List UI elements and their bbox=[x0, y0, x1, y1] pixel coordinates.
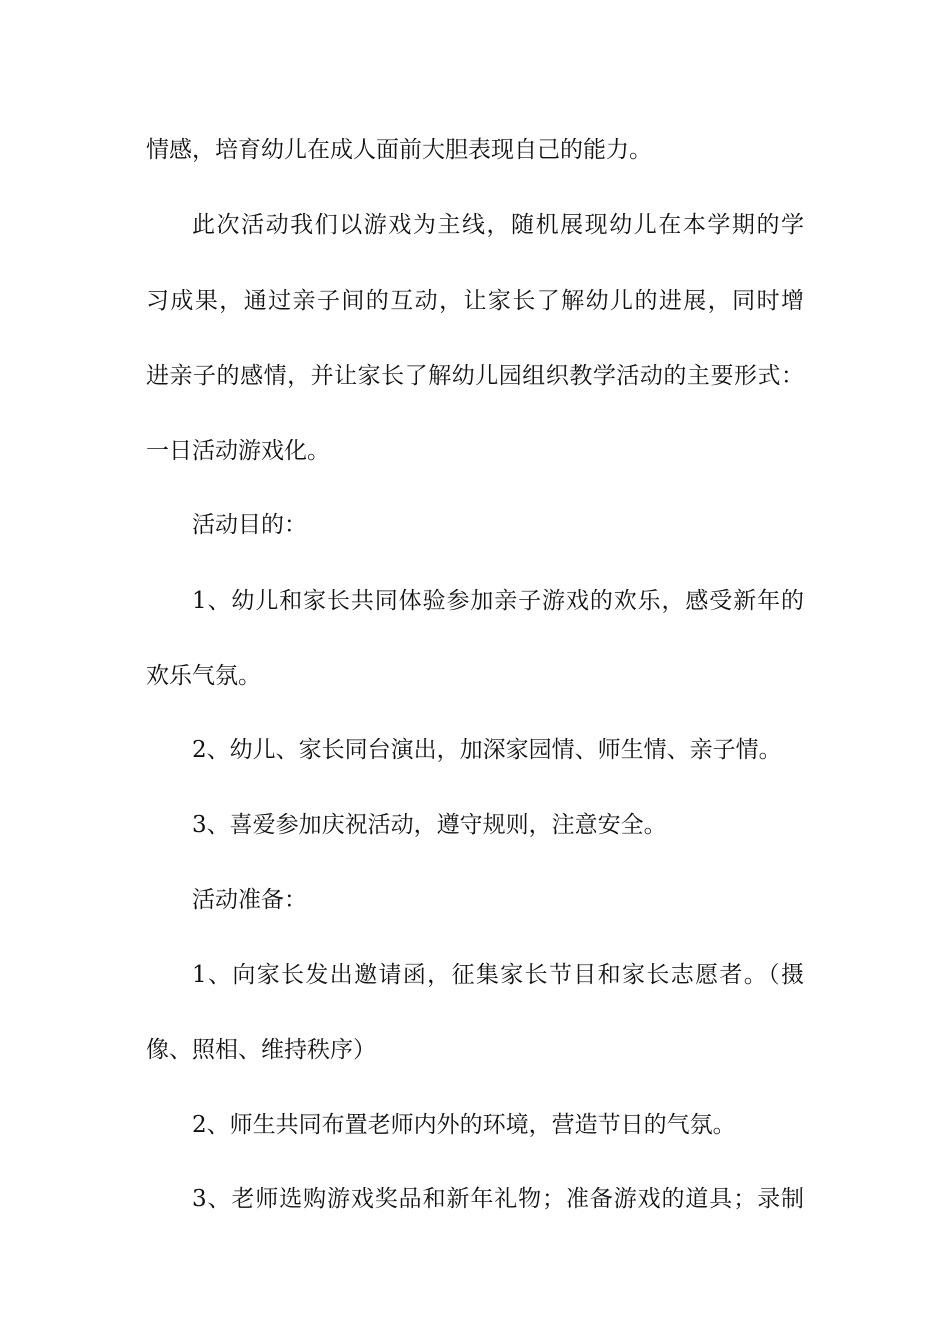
list-item: 3、老师选购游戏奖品和新年礼物；准备游戏的道具；录制 bbox=[192, 1186, 804, 1212]
list-item-continuation: 像、照相、维持秩序） bbox=[146, 1037, 376, 1063]
paragraph-line: 情感，培育幼儿在成人面前大胆表现自己的能力。 bbox=[146, 137, 652, 163]
paragraph-line: 此次活动我们以游戏为主线，随机展现幼儿在本学期的学 bbox=[192, 212, 804, 238]
paragraph-line: 进亲子的感情，并让家长了解幼儿园组织教学活动的主要形式： bbox=[146, 363, 804, 389]
list-item: 1、幼儿和家长共同体验参加亲子游戏的欢乐，感受新年的 bbox=[192, 588, 804, 614]
list-item: 1、向家长发出邀请函，征集家长节目和家长志愿者。（摄 bbox=[192, 962, 804, 988]
paragraph-line: 一日活动游戏化。 bbox=[146, 438, 330, 464]
list-item: 2、师生共同布置老师内外的环境，营造节日的气氛。 bbox=[192, 1112, 736, 1138]
list-item: 2、幼儿、家长同台演出，加深家园情、师生情、亲子情。 bbox=[192, 737, 782, 763]
section-heading: 活动准备： bbox=[192, 887, 307, 913]
list-item-continuation: 欢乐气氛。 bbox=[146, 663, 261, 689]
section-heading: 活动目的： bbox=[192, 512, 307, 538]
paragraph-line: 习成果，通过亲子间的互动，让家长了解幼儿的进展，同时增 bbox=[146, 288, 804, 314]
list-item: 3、喜爱参加庆祝活动，遵守规则，注意安全。 bbox=[192, 812, 667, 838]
